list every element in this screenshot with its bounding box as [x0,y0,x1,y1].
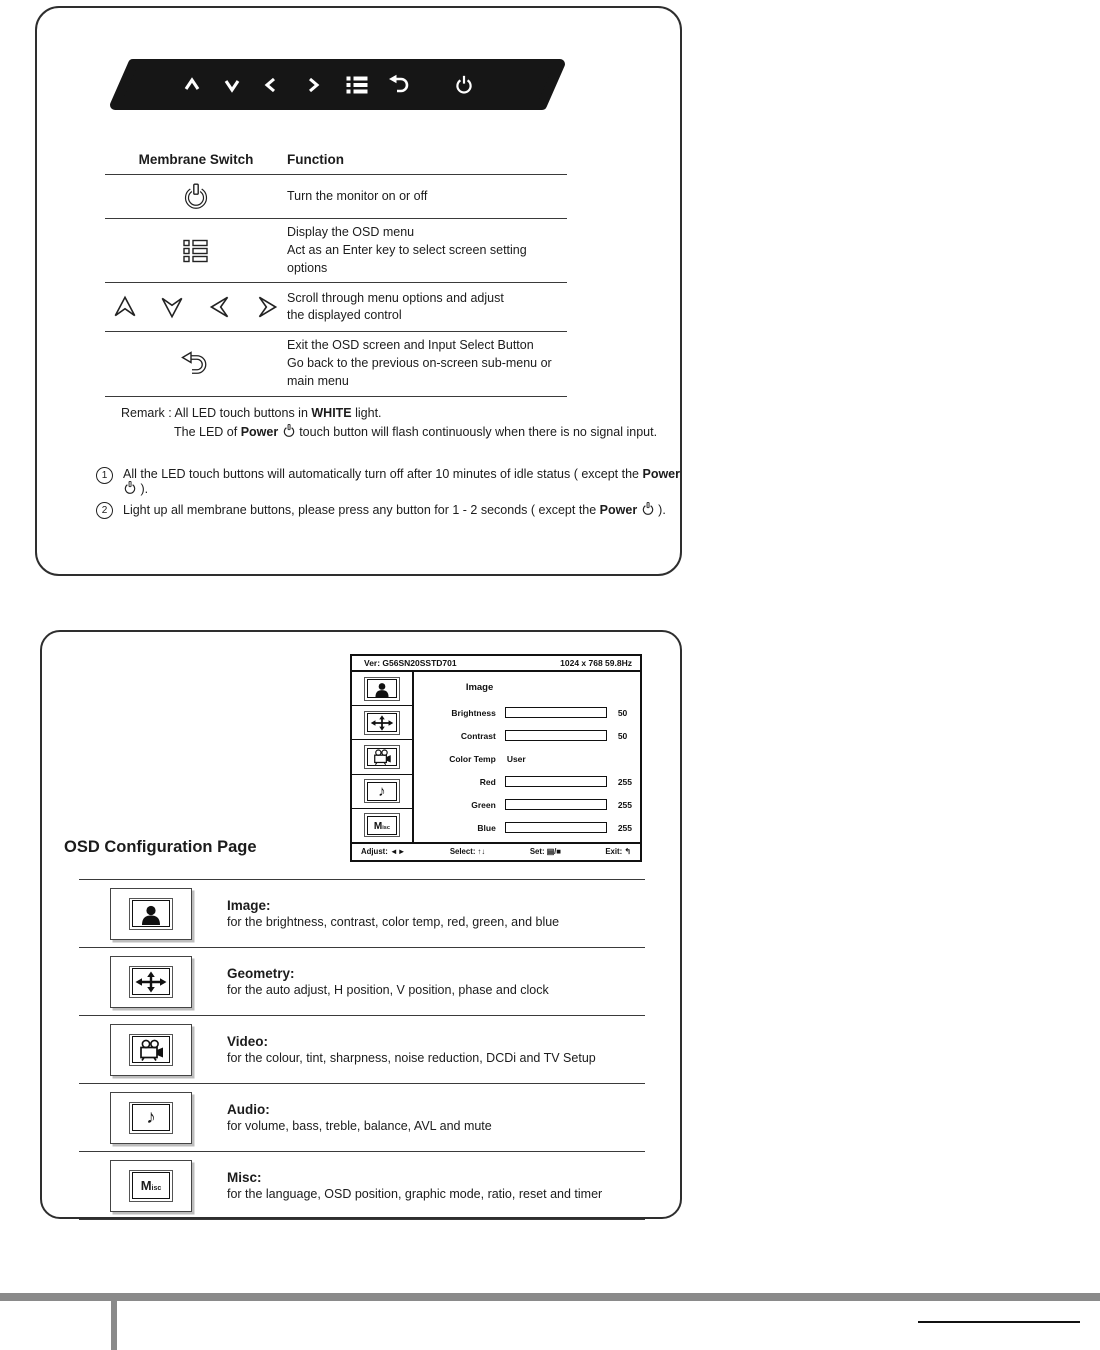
membrane-panel-figure [35,6,682,576]
right-arrow-outline-icon [253,293,281,321]
list-item-audio: ♪ Audio: for volume, bass, treble, balance, AVL and mute [79,1084,645,1152]
image-icon [110,888,192,940]
footer-short-rule [918,1321,1080,1323]
colortemp-value[interactable]: User [506,753,526,764]
osd-tab-video[interactable] [352,740,412,774]
table-row [105,331,567,396]
remark-text: Remark : All LED touch buttons in WHITE light. The LED of Power touch button will flash continuously when there is no signal input. [121,406,658,440]
table-row [105,282,567,331]
chevron-up-icon[interactable] [182,75,202,95]
osd-version: Ver: G56SN20SSTD701 [364,658,457,668]
audio-icon [110,1092,192,1144]
list-item-image: Image: for the brightness, contrast, color temp, red, green, and blue [79,880,645,948]
menu-icon[interactable] [347,75,368,94]
col-membrane-switch: Membrane Switch [138,152,254,167]
osd-menu-list [79,879,645,1220]
osd-row-brightness: Brightness 50 [451,707,628,718]
function-table [105,152,567,397]
function-text: Display the OSD menu Act as an Enter key to select screen setting options [287,225,527,275]
contrast-slider[interactable] [505,730,607,741]
note-1: 1 All the LED touch buttons will automatically turn off after 10 minutes of idle status ( except the Power ). [96,467,680,496]
osd-hint-bar: Adjust: ◄► Select: ↑↓ Set: ▤/■ Exit: ↰ [352,842,640,860]
osd-row-green: Green 255 [471,799,632,810]
osd-resolution: 1024 x 768 59.8Hz [560,658,632,668]
power-inline-icon [641,502,655,516]
blue-slider[interactable] [505,822,607,833]
function-text: Turn the monitor on or off [287,188,428,203]
osd-row-red: Red 255 [479,776,632,787]
video-icon [110,1024,192,1076]
power-icon[interactable] [453,74,475,96]
osd-page-title: Image [465,682,494,693]
power-inline-icon [282,424,296,438]
list-item-geometry: Geometry: for the auto adjust, H position, V position, phase and clock [79,948,645,1016]
osd-tab-geometry[interactable] [352,706,412,740]
geometry-icon [110,956,192,1008]
note-2: 2 Light up all membrane buttons, please press any button for 1 - 2 seconds ( except the Power ). [96,502,666,519]
red-slider[interactable] [505,776,607,787]
osd-row-colortemp: Color Temp User [449,753,526,764]
list-item-misc: Misc Misc: for the language, OSD position, graphic mode, ratio, reset and timer [79,1152,645,1220]
osd-header [352,656,640,672]
col-function: Function [287,152,344,167]
membrane-switch-bar [107,59,569,110]
green-slider[interactable] [505,799,607,810]
circled-number: 1 [96,467,113,484]
power-outline-icon [105,183,287,211]
footer-vertical-rule [111,1301,117,1350]
misc-label-icon: Misc [373,821,390,833]
list-item-video: Video: for the colour, tint, sharpness, noise reduction, DCDi and TV Setup [79,1016,645,1084]
osd-tab-misc[interactable] [352,809,412,842]
osd-main-panel [414,672,640,842]
osd-tab-image[interactable] [352,672,412,706]
footer-divider-bar [0,1293,1100,1301]
osd-sidebar [352,672,414,842]
table-header [105,152,567,174]
circled-number: 2 [96,502,113,519]
music-note-icon: ♪ [378,782,386,800]
back-icon[interactable] [387,74,411,96]
osd-tab-audio[interactable] [352,775,412,809]
function-text: Exit the OSD screen and Input Select Button Go back to the previous on-screen sub-menu or main menu [287,338,552,388]
music-note-icon: ♪ [146,1107,156,1128]
arrow-outline-icons [105,293,287,321]
chevron-right-icon[interactable] [303,75,323,95]
table-row [105,174,567,218]
bar-shape [107,59,569,110]
video-camera-icon [369,749,395,765]
down-arrow-outline-icon [158,293,186,321]
power-inline-icon [123,481,137,495]
table-row [105,218,567,282]
chevron-left-icon[interactable] [261,75,281,95]
misc-label-icon: Misc [140,1177,162,1193]
up-arrow-outline-icon [111,293,139,321]
left-arrow-outline-icon [206,293,234,321]
chevron-down-icon[interactable] [222,75,242,95]
menu-outline-icon [105,239,287,263]
section-title: OSD Configuration Page [64,838,257,856]
cross-arrows-icon [369,715,395,731]
osd-configuration-figure [40,630,682,1219]
function-text: Scroll through menu options and adjust the displayed control [287,290,504,323]
back-outline-icon [105,350,287,378]
osd-row-blue: Blue 255 [477,822,632,833]
osd-row-contrast: Contrast 50 [460,730,628,741]
misc-icon [110,1160,192,1212]
person-icon [369,681,395,697]
brightness-slider[interactable] [505,707,607,718]
osd-menu-screenshot [350,654,642,862]
